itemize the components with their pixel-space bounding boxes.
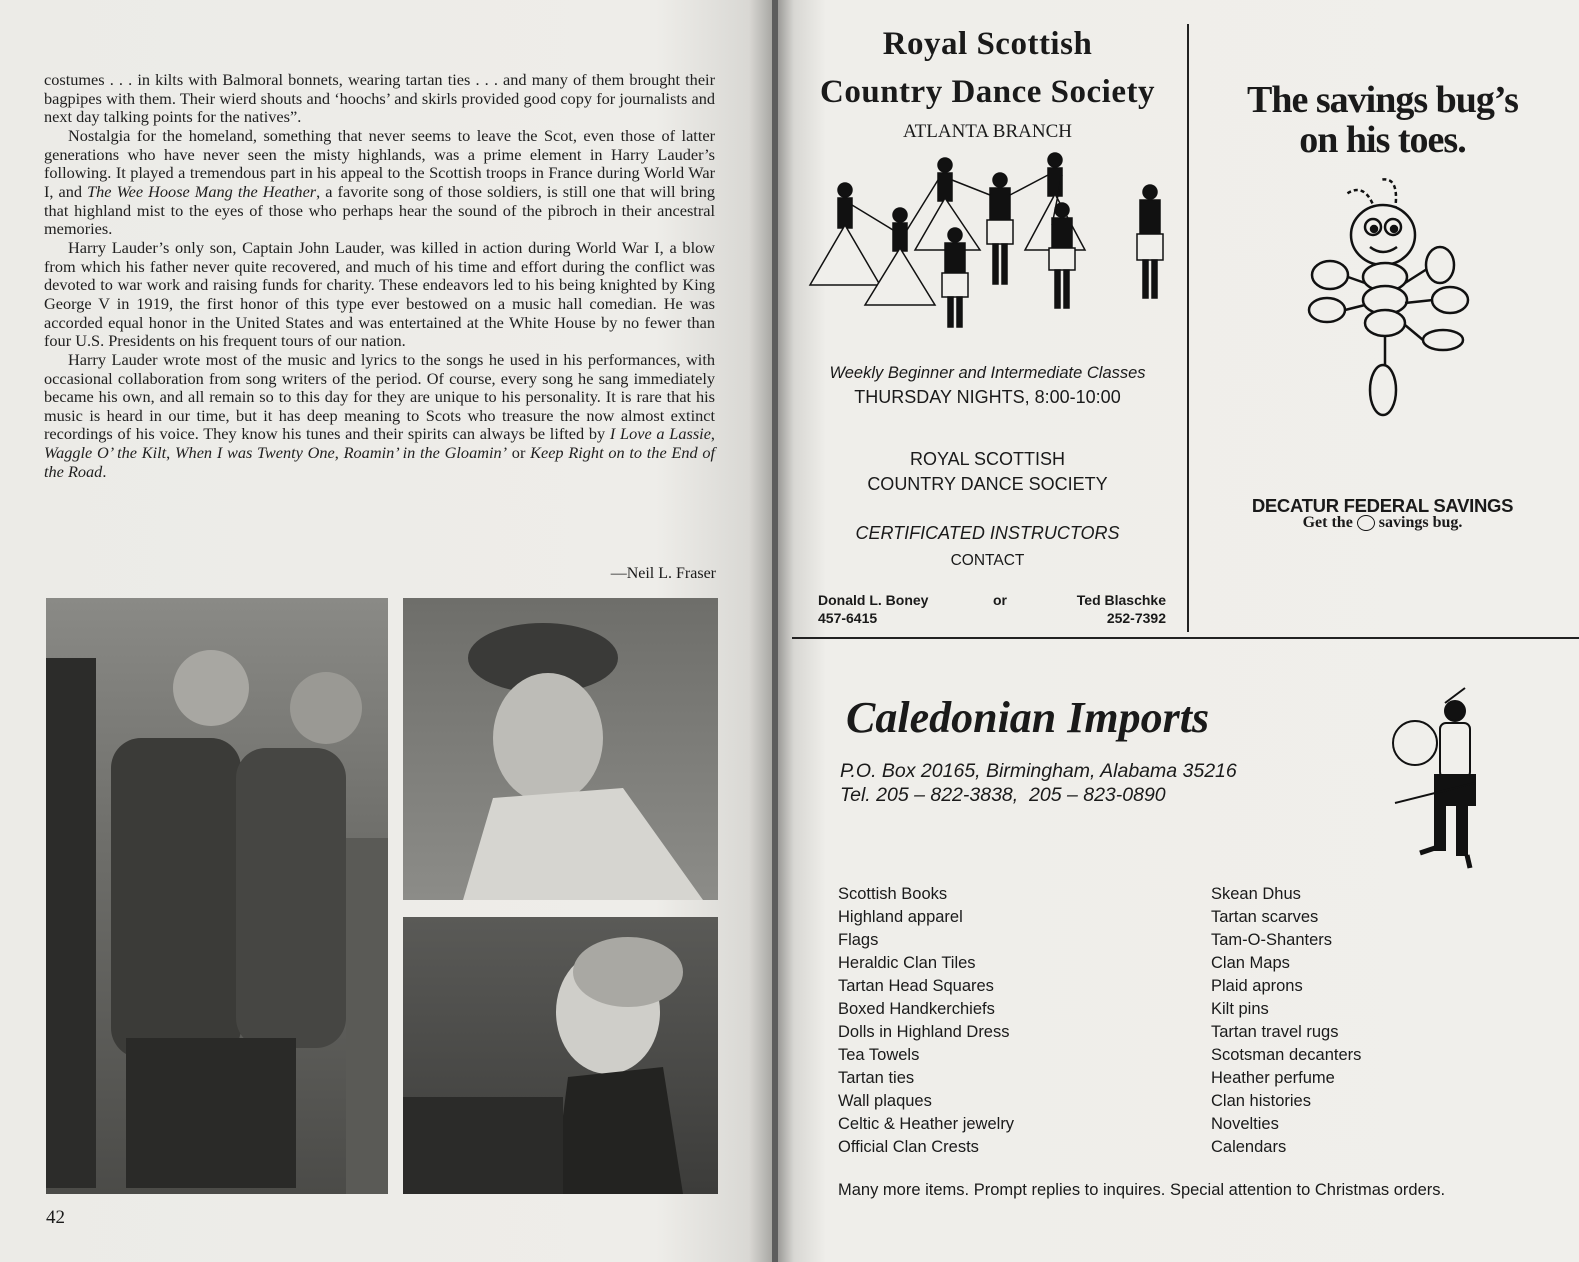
contact1-phone: 457-6415: [818, 610, 878, 626]
paragraph: [44, 127, 715, 239]
product-list-item: Tartan travel rugs: [1211, 1023, 1339, 1041]
product-list-item: Skean Dhus: [1211, 885, 1301, 903]
contact2-name: Ted Blaschke: [1076, 592, 1166, 608]
slogan-part1: Get the: [1302, 514, 1353, 531]
product-list-item: Celtic & Heather jewelry: [838, 1115, 1015, 1133]
caledonian-phone: Tel. 205 – 822-3838, 205 – 823-0890: [840, 784, 1166, 806]
photo-girl-smiling: [403, 917, 718, 1194]
product-list-item: Flags: [838, 931, 879, 949]
text-run: ,: [710, 424, 715, 444]
product-list-item: Novelties: [1211, 1115, 1279, 1133]
contact2-phone: 252-7392: [1106, 610, 1166, 626]
contact1-name: Donald L. Boney: [818, 592, 929, 608]
small-bug-icon: [1357, 515, 1375, 531]
savings-bug-illustration: [1305, 165, 1475, 420]
product-list-item: Highland apparel: [838, 908, 963, 926]
contact-or: or: [993, 592, 1007, 608]
text-run: or: [507, 443, 531, 463]
product-list-item: Clan histories: [1211, 1092, 1311, 1110]
paragraph: [44, 239, 715, 351]
text-run: ,: [334, 443, 344, 463]
product-list-item: Plaid aprons: [1211, 977, 1303, 995]
text-run: , a favorite song of those soldiers, is still one that will bring that highland mist to the eyes of those who perhaps hear the sound of the pibroch in their ancestral memories.: [44, 181, 716, 239]
dance-ad-title-line2: Country Dance Society: [820, 74, 1155, 110]
product-list-right: [1211, 883, 1361, 1159]
paragraph: [44, 351, 715, 482]
song-title: Keep Right on to the End of the Road: [44, 443, 716, 481]
product-list-item: Boxed Handkerchiefs: [838, 1000, 995, 1018]
dance-ad-org-line2: COUNTRY DANCE SOCIETY: [867, 474, 1108, 494]
dance-ad-branch: ATLANTA BRANCH: [903, 121, 1072, 142]
song-title: I Love a Lassie: [609, 424, 711, 444]
dance-ad-org-line1: ROYAL SCOTTISH: [909, 449, 1066, 469]
text-run: .: [102, 461, 107, 481]
product-list-item: Tartan scarves: [1211, 908, 1319, 926]
product-list-item: Tea Towels: [838, 1046, 920, 1064]
caledonian-address: P.O. Box 20165, Birmingham, Alabama 35216: [840, 760, 1237, 782]
photo-girl-smiling-image: [403, 917, 718, 1194]
product-list-item: Official Clan Crests: [838, 1138, 979, 1156]
caledonian-name: Caledonian Imports: [846, 693, 1210, 742]
dance-ad-instructors: CERTIFICATED INSTRUCTORS: [855, 523, 1120, 543]
slogan-part2: savings bug.: [1378, 514, 1463, 531]
product-list-item: Clan Maps: [1211, 954, 1290, 972]
byline: —Neil L. Fraser: [610, 565, 716, 582]
product-list-item: Tartan Head Squares: [838, 977, 994, 995]
product-list-item: Dolls in Highland Dress: [838, 1023, 1010, 1041]
paragraph: [44, 71, 715, 127]
dance-ad-schedule: THURSDAY NIGHTS, 8:00-10:00: [854, 387, 1121, 407]
dancers-illustration: [800, 150, 1175, 340]
ad-divider-vertical: [1187, 24, 1189, 632]
product-list-left: [838, 883, 1014, 1159]
caledonian-footer: Many more items. Prompt replies to inquires. Special attention to Christmas orders.: [838, 1181, 1446, 1199]
bank-slogan: [1195, 514, 1570, 532]
product-list-item: Calendars: [1211, 1138, 1287, 1156]
savings-headline-line2: on his toes.: [1299, 119, 1466, 161]
text-run: ,: [166, 443, 175, 463]
product-list-item: Heather perfume: [1211, 1069, 1335, 1087]
product-list-item: Tam-O-Shanters: [1211, 931, 1333, 949]
dance-ad-title-line1: Royal Scottish: [882, 26, 1093, 62]
text-run: Harry Lauder wrote most of the music and lyrics to the songs he used in his performances, with occasional collaboration from song writers of the period. Of course, every song he sang immediately became his own, and all remain so to this day for they are unique to his personality. It is rare that his music is heard in our time, but it has deep meaning to Scots who treasure the now almost extinct recordings of his voice. They know his tunes and their spirits can always be lifted by: [44, 349, 715, 444]
product-list-item: Heraldic Clan Tiles: [838, 954, 976, 972]
product-list-item: Kilt pins: [1211, 1000, 1269, 1018]
photo-boys-dancing-image: [46, 598, 388, 1194]
photo-boys-dancing: [46, 598, 388, 1194]
bank-name: DECATUR FEDERAL SAVINGS: [1251, 495, 1514, 516]
dance-ad-classes: Weekly Beginner and Intermediate Classes: [829, 364, 1146, 382]
song-title: Roamin’ in the Gloamin’: [343, 443, 508, 463]
page-number: 42: [46, 1207, 65, 1228]
product-list-item: Scottish Books: [838, 885, 948, 903]
product-list-item: Scotsman decanters: [1211, 1046, 1362, 1064]
photo-man-in-tam: [403, 598, 718, 900]
dance-ad-contact-label: CONTACT: [950, 552, 1025, 569]
text-run: Nostalgia for the homeland, something that never seems to leave the Scot, even those of latter generations who have never seen the misty highlands, was a prime element in Harry Lauder’s following. It played a tremendous part in his appeal to the Scottish troops in France during World War I, and: [44, 125, 715, 201]
product-list-item: Wall plaques: [838, 1092, 932, 1110]
song-title: When I was Twenty One: [175, 443, 335, 463]
text-run: Harry Lauder’s only son, Captain John Lauder, was killed in action during World War I, a blow from which his father never quite recovered, and much of his time and effort during the conflict was devoted to war work and raising funds for charity. These endeavors led to his being knighted by King George V in 1919, the first honor of this type ever bestowed on a music hall comedian. He was accorded equal honor in the United States and was entertained at the White House by no fewer than four U.S. Presidents on his frequent tours of our nation.: [44, 237, 715, 351]
text-run: costumes . . . in kilts with Balmoral bonnets, wearing tartan ties . . . and many of them brought their bagpipes with them. Their wierd shouts and ‘hoochs’ and skirls provided good copy for journalists and next day talking points for the natives”.: [44, 70, 715, 127]
photo-man-in-tam-image: [403, 598, 718, 900]
product-list-item: Tartan ties: [838, 1069, 915, 1087]
highlander-illustration: [1385, 683, 1495, 873]
article-text: [44, 71, 715, 481]
savings-headline-line1: The savings bug’s: [1247, 79, 1518, 121]
left-page: [0, 0, 772, 1262]
song-title: The Wee Hoose Mang the Heather: [87, 181, 317, 201]
song-title: Waggle O’ the Kilt: [44, 443, 167, 463]
ad-divider-horizontal: [792, 637, 1579, 639]
